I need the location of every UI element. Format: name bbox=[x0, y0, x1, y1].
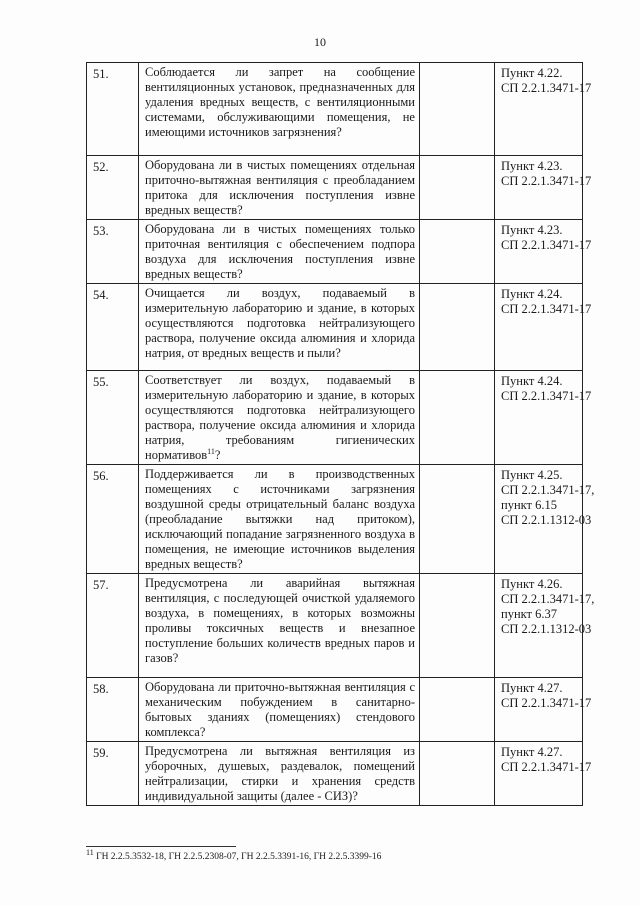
question-text: Предусмотрена ли вытяжная вентиляция из уборочных, душевых, раздевалок, помещений нейтрализации, стирки и хранения средств индивидуальной защиты (далее - СИЗ)? bbox=[145, 744, 415, 803]
question-cell bbox=[139, 220, 420, 284]
question-text: Поддерживается ли в производственных помещениях с источниками загрязнения воздушной среды отрицательный баланс воздуха (преобладание вытяжки над притоком), исключающий попадание загрязненного воздуха в помещения, не имеющие источников выделения вредных веществ? bbox=[145, 467, 415, 571]
reference-line: Пункт 4.27. bbox=[501, 681, 563, 695]
question-cell bbox=[139, 465, 420, 574]
reference-cell bbox=[495, 371, 592, 465]
reference-line: СП 2.2.1.1312-03 bbox=[501, 513, 592, 527]
checklist-row bbox=[87, 742, 583, 806]
reference-cell bbox=[495, 156, 592, 220]
row-number: 59. bbox=[87, 742, 139, 806]
reference-line: СП 2.2.1.3471-17 bbox=[501, 238, 592, 252]
question-cell bbox=[139, 574, 420, 678]
reference-cell bbox=[495, 63, 592, 156]
reference-line: Пункт 4.27. bbox=[501, 745, 563, 759]
row-number: 58. bbox=[87, 678, 139, 742]
reference-line: Пункт 4.26. bbox=[501, 577, 563, 591]
question-paragraph bbox=[145, 286, 415, 361]
reference-line: СП 2.2.1.3471-17 bbox=[501, 302, 592, 316]
checklist-row bbox=[87, 371, 583, 465]
checklist-row bbox=[87, 284, 583, 371]
question-end: ? bbox=[214, 448, 221, 462]
reference-line: СП 2.2.1.3471-17 bbox=[501, 81, 592, 95]
reference-line: Пункт 4.23. bbox=[501, 159, 563, 173]
question-text: Очищается ли воздух, подаваемый в измерительную лабораторию и здание, в которых осуществляются подготовка нейтрализующего раствора, получение оксида алюминия и хлорида натрия, от вредных веществ и пыли? bbox=[145, 286, 415, 360]
question-cell bbox=[139, 371, 420, 465]
checklist-table bbox=[86, 62, 595, 806]
page-number: 10 bbox=[314, 35, 326, 49]
answer-cell[interactable] bbox=[420, 63, 495, 156]
question-cell bbox=[139, 284, 420, 371]
row-number: 51. bbox=[87, 63, 139, 156]
row-number: 55. bbox=[87, 371, 139, 465]
question-paragraph bbox=[145, 65, 415, 140]
reference-cell bbox=[495, 465, 595, 574]
question-text: Предусмотрена ли аварийная вытяжная вентиляция, с последующей очисткой удаляемого воздуха, в помещениях, в которых возможны проливы токсичных веществ и внезапное поступление больших количеств вредных паров и газов? bbox=[145, 576, 415, 665]
row-number: 57. bbox=[87, 574, 139, 678]
reference-cell bbox=[495, 742, 592, 806]
checklist-row bbox=[87, 574, 583, 678]
reference-line: СП 2.2.1.3471-17 bbox=[501, 696, 592, 710]
question-text: Оборудована ли в чистых помещениях только приточная вентиляция с обеспечением подпора воздуха для исключения поступления извне вредных веществ? bbox=[145, 222, 415, 281]
reference-line: Пункт 4.25. bbox=[501, 468, 563, 482]
checklist-row bbox=[87, 465, 583, 574]
checklist-row bbox=[87, 678, 583, 742]
reference-cell bbox=[495, 220, 592, 284]
question-text: Оборудована ли приточно-вытяжная вентиляция с механическим побуждением в санитарно-бытовых зданиях (помещениях) стендового комплекса? bbox=[145, 680, 415, 739]
reference-cell bbox=[495, 678, 592, 742]
reference-line: СП 2.2.1.3471-17, bbox=[501, 592, 595, 606]
question-text: Соответствует ли воздух, подаваемый в измерительную лабораторию и здание, в которых осуществляются подготовка нейтрализующего раствора, получение оксида алюминия и хлорида натрия, требованиям гигиенических нормативов bbox=[145, 373, 415, 462]
question-cell bbox=[139, 63, 420, 156]
checklist-row bbox=[87, 63, 583, 156]
row-number: 53. bbox=[87, 220, 139, 284]
footnote-marker: 11 bbox=[86, 847, 94, 857]
answer-cell[interactable] bbox=[420, 742, 495, 806]
answer-cell[interactable] bbox=[420, 678, 495, 742]
question-text: Соблюдается ли запрет на сообщение вентиляционных установок, предназначенных для удаления вредных веществ, с вентиляционными системами, обслуживающими помещения, не имеющими источников загрязнения? bbox=[145, 65, 415, 139]
footnote bbox=[86, 847, 382, 862]
question-paragraph bbox=[145, 467, 415, 572]
answer-cell[interactable] bbox=[420, 574, 495, 678]
checklist-row bbox=[87, 156, 583, 220]
question-paragraph bbox=[145, 222, 415, 282]
answer-cell[interactable] bbox=[420, 465, 495, 574]
reference-line: СП 2.2.1.3471-17 bbox=[501, 760, 592, 774]
question-text: Оборудована ли в чистых помещениях отдельная приточно-вытяжная вентиляция с преобладанием притока для исключения поступления извне вредных веществ? bbox=[145, 158, 415, 217]
reference-line: Пункт 4.22. bbox=[501, 66, 563, 80]
answer-cell[interactable] bbox=[420, 284, 495, 371]
answer-cell[interactable] bbox=[420, 371, 495, 465]
checklist-row bbox=[87, 220, 583, 284]
answer-cell[interactable] bbox=[420, 220, 495, 284]
question-paragraph bbox=[145, 680, 415, 740]
question-paragraph bbox=[145, 158, 415, 218]
reference-line: СП 2.2.1.3471-17, bbox=[501, 483, 595, 497]
row-number: 54. bbox=[87, 284, 139, 371]
answer-cell[interactable] bbox=[420, 156, 495, 220]
question-cell bbox=[139, 678, 420, 742]
row-number: 52. bbox=[87, 156, 139, 220]
question-paragraph bbox=[145, 576, 415, 666]
question-paragraph bbox=[145, 373, 415, 463]
reference-line: СП 2.2.1.1312-03 bbox=[501, 622, 592, 636]
question-cell bbox=[139, 742, 420, 806]
question-paragraph bbox=[145, 744, 415, 804]
reference-line: Пункт 4.23. bbox=[501, 223, 563, 237]
reference-line: Пункт 4.24. bbox=[501, 287, 563, 301]
footnote-reference: 11 bbox=[207, 446, 215, 456]
row-number: 56. bbox=[87, 465, 139, 574]
reference-line: СП 2.2.1.3471-17 bbox=[501, 389, 592, 403]
reference-cell bbox=[495, 284, 592, 371]
reference-line: пункт 6.15 bbox=[501, 498, 557, 512]
reference-line: Пункт 4.24. bbox=[501, 374, 563, 388]
reference-line: пункт 6.37 bbox=[501, 607, 557, 621]
question-cell bbox=[139, 156, 420, 220]
reference-line: СП 2.2.1.3471-17 bbox=[501, 174, 592, 188]
checklist-body bbox=[87, 63, 595, 806]
reference-cell bbox=[495, 574, 595, 678]
footnote-text: ГН 2.2.5.3532-18, ГН 2.2.5.2308-07, ГН 2.2.5.3391-16, ГН 2.2.5.3399-16 bbox=[93, 852, 382, 862]
footnote-separator bbox=[86, 846, 236, 847]
